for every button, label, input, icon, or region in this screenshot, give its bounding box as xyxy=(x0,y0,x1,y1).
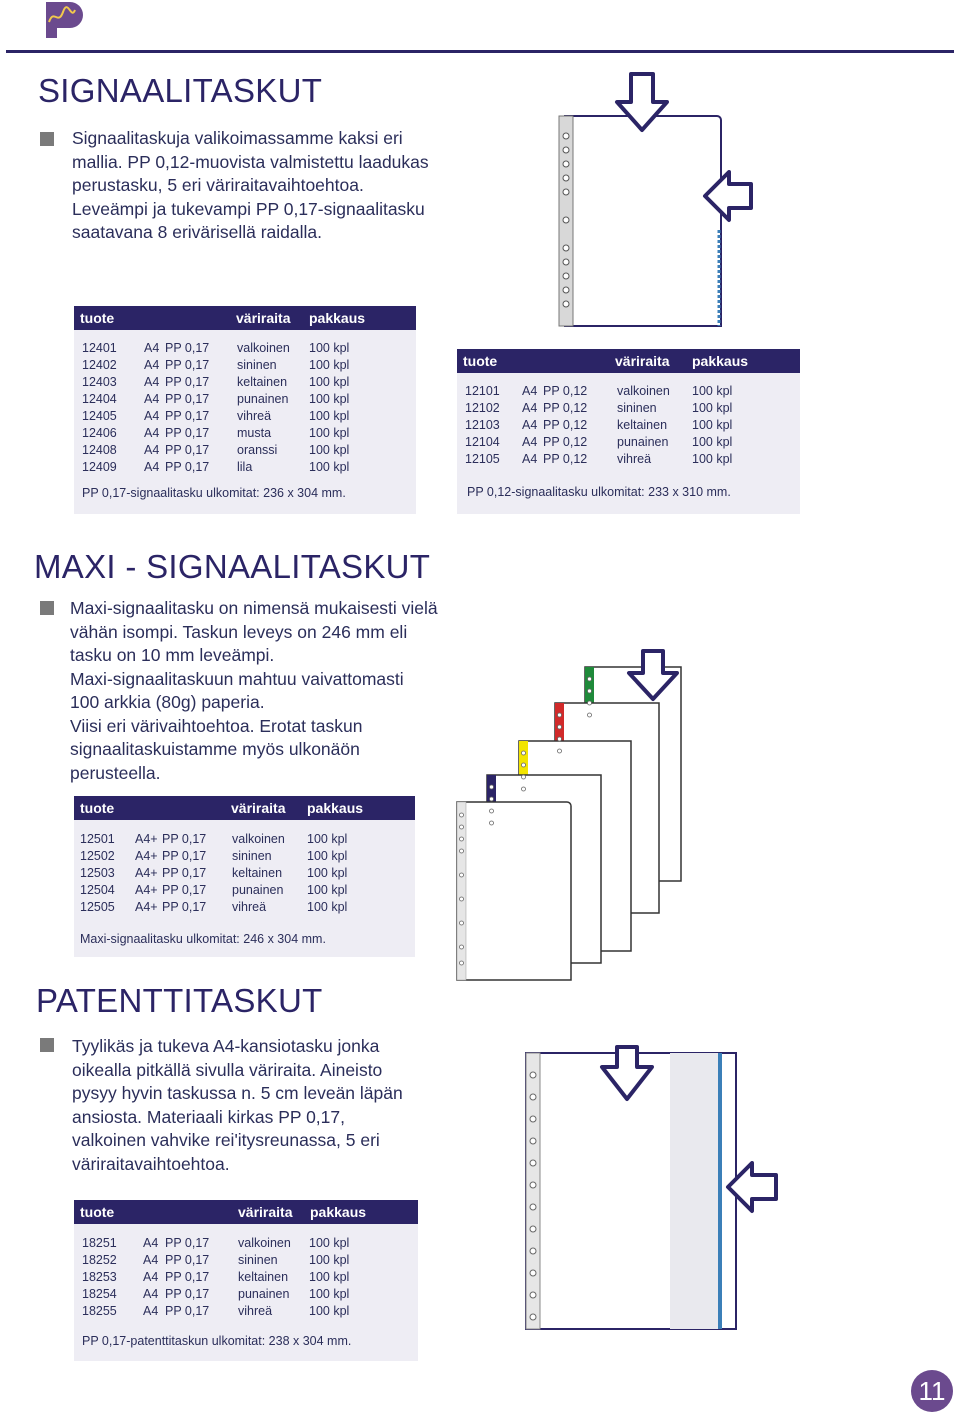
product-table-patentti xyxy=(74,1200,418,1361)
table-row: 12103 A4 PP 0,12 keltainen 100 kpl xyxy=(465,418,733,432)
table-row: 12404 A4 PP 0,17 punainen 100 kpl xyxy=(82,392,350,406)
table-row: 12504 A4+ PP 0,17 punainen 100 kpl xyxy=(80,883,348,897)
table-row: 12503 A4+ PP 0,17 keltainen 100 kpl xyxy=(80,866,348,880)
section-title-signaalitaskut: SIGNAALITASKUT xyxy=(38,72,323,109)
table-header: tuote väriraita pakkaus xyxy=(74,796,415,820)
bullet-square xyxy=(40,132,54,146)
table-header: tuote väriraita pakkaus xyxy=(457,349,800,373)
maxi-pockets-illustration xyxy=(455,645,685,990)
table-header: tuote väriraita pakkaus xyxy=(74,306,416,330)
table-header: tuote väriraita pakkaus xyxy=(74,1200,418,1224)
table-row: 12102 A4 PP 0,12 sininen 100 kpl xyxy=(465,401,733,415)
bullet-square xyxy=(40,1038,54,1052)
table-row: 18254 A4 PP 0,17 punainen 100 kpl xyxy=(82,1287,350,1301)
section-title-patenttitaskut: PATENTTITASKUT xyxy=(36,982,323,1019)
section-title-maxi-signaalitaskut: MAXI - SIGNAALITASKUT xyxy=(34,548,431,585)
brand-logo xyxy=(44,2,86,38)
table-row: 12401 A4 PP 0,17 valkoinen 100 kpl xyxy=(82,341,350,355)
table-row: 12405 A4 PP 0,17 vihreä 100 kpl xyxy=(82,409,350,423)
table-row: 12501 A4+ PP 0,17 valkoinen 100 kpl xyxy=(80,832,348,846)
table-note: PP 0,12-signaalitasku ulkomitat: 233 x 310 mm. xyxy=(467,485,731,499)
page-number-badge: 11 xyxy=(911,1370,953,1412)
table-row: 18255 A4 PP 0,17 vihreä 100 kpl xyxy=(82,1304,350,1318)
intro-text-signaalitaskut: Signaalitaskuja valikoimassamme kaksi eri mallia. PP 0,12-muovista valmistettu laadukas perustasku, 5 eri väriraitavaihtoehtoa. Leveämpi ja tukevampi PP 0,17-signaalitasku saatavana 8 erivärisellä raidalla. xyxy=(72,128,429,242)
table-note: PP 0,17-patenttitaskun ulkomitat: 238 x 304 mm. xyxy=(82,1334,352,1348)
product-table-maxi xyxy=(74,796,415,957)
table-row: 18253 A4 PP 0,17 keltainen 100 kpl xyxy=(82,1270,350,1284)
product-table-pp012 xyxy=(457,349,800,514)
intro-text-patenttitaskut: Tyylikäs ja tukeva A4-kansiotasku jonka oikealla pitkällä sivulla väriraita. Aineisto pysyy hyvin taskussa n. 5 cm leveän läpän ansiosta. Materiaali kirkas PP 0,17, valkoinen vahvike rei'itysreunassa, 5 eri väriraitavaihtoehtoa. xyxy=(72,1036,403,1174)
table-note: PP 0,17-signaalitasku ulkomitat: 236 x 304 mm. xyxy=(82,486,346,500)
header-rule xyxy=(6,50,954,53)
table-row: 12502 A4+ PP 0,17 sininen 100 kpl xyxy=(80,849,348,863)
bullet-square xyxy=(40,601,54,615)
table-row: 18252 A4 PP 0,17 sininen 100 kpl xyxy=(82,1253,350,1267)
table-row: 12408 A4 PP 0,17 oranssi 100 kpl xyxy=(82,443,350,457)
table-row: 12104 A4 PP 0,12 punainen 100 kpl xyxy=(465,435,733,449)
table-row: 12402 A4 PP 0,17 sininen 100 kpl xyxy=(82,358,350,372)
table-row: 18251 A4 PP 0,17 valkoinen 100 kpl xyxy=(82,1236,350,1250)
table-row: 12101 A4 PP 0,12 valkoinen 100 kpl xyxy=(465,384,733,398)
patent-pocket-illustration xyxy=(520,1045,780,1335)
table-note: Maxi-signaalitasku ulkomitat: 246 x 304 mm. xyxy=(80,932,326,946)
table-row: 12406 A4 PP 0,17 musta 100 kpl xyxy=(82,426,350,440)
intro-text-maxi: Maxi-signaalitasku on nimensä mukaisesti vielä vähän isompi. Taskun leveys on 246 mm eli tasku on 10 mm leveämpi. Maxi-signaalitaskuun mahtuu vaivattomasti 100 arkkia (80g) paperia. Viisi eri värivaihtoehtoa. Erotat taskun signaalitaskuistamme myös ulkonäön perusteella. xyxy=(70,598,438,783)
signal-pocket-illustration xyxy=(555,70,755,330)
table-row: 12105 A4 PP 0,12 vihreä 100 kpl xyxy=(465,452,733,466)
product-table-pp017 xyxy=(74,306,416,514)
table-row: 12409 A4 PP 0,17 lila 100 kpl xyxy=(82,460,350,474)
table-row: 12403 A4 PP 0,17 keltainen 100 kpl xyxy=(82,375,350,389)
table-row: 12505 A4+ PP 0,17 vihreä 100 kpl xyxy=(80,900,348,914)
